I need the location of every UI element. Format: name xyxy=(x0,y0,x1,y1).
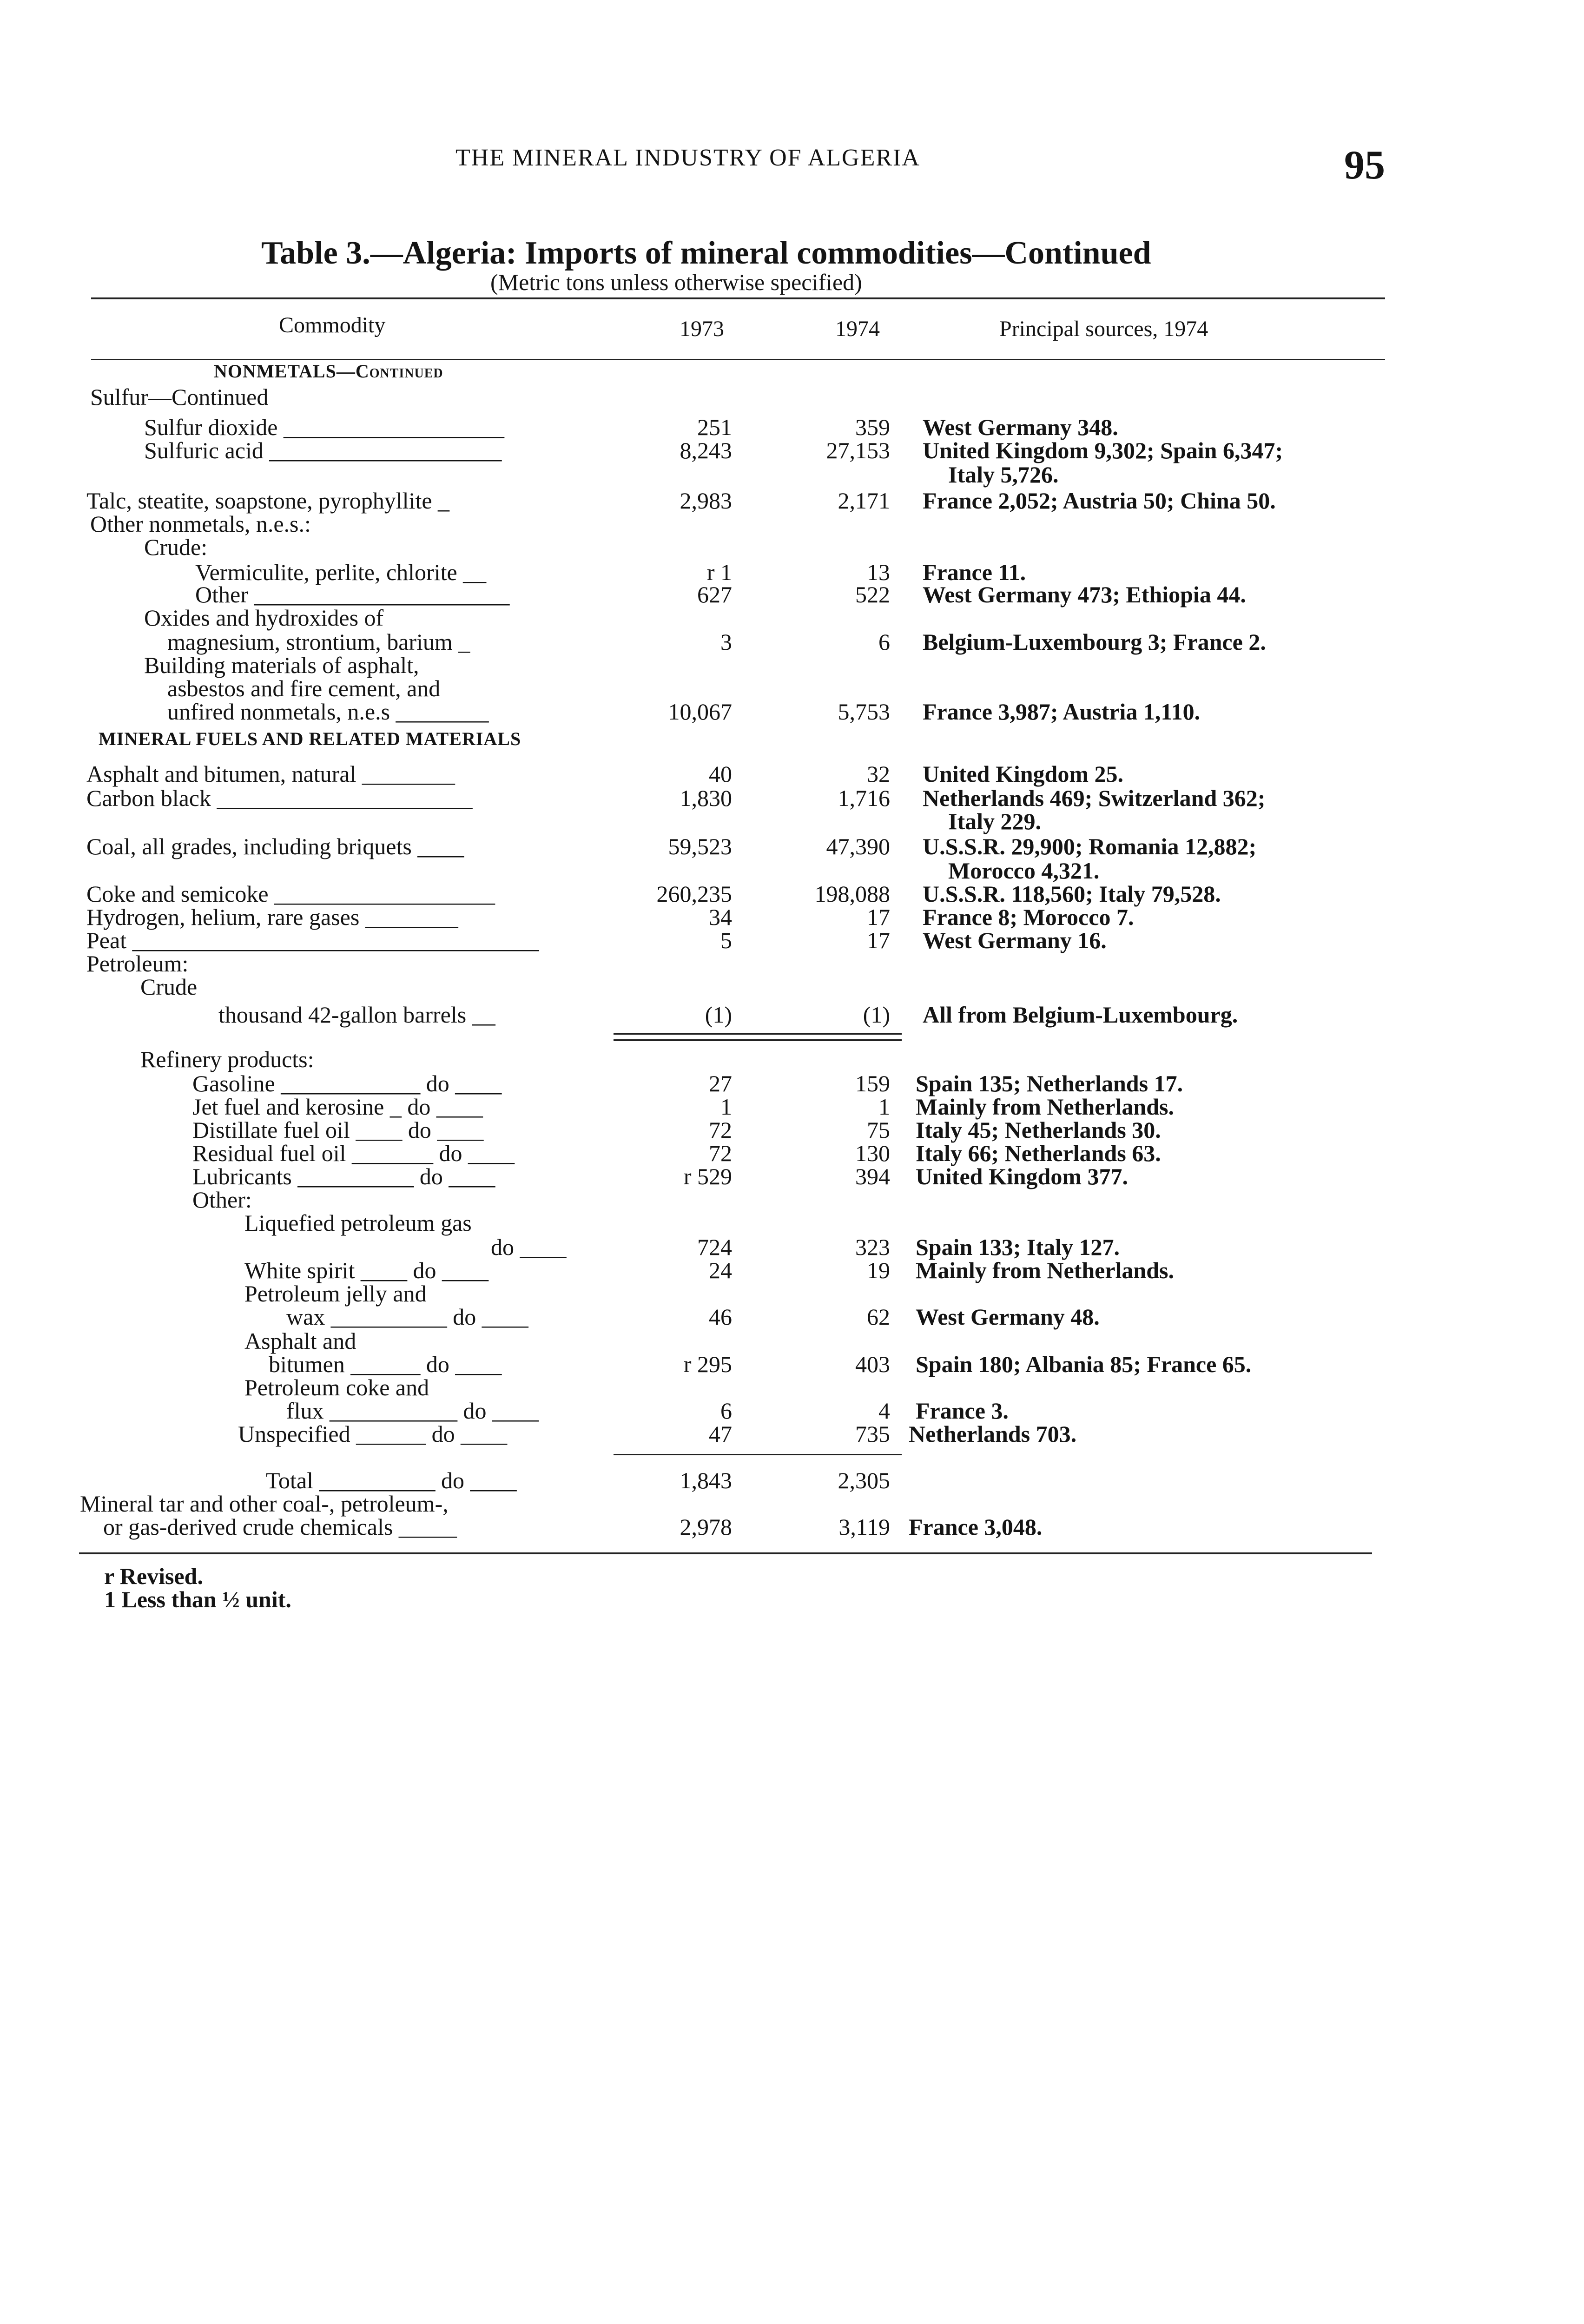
table-row xyxy=(0,785,1584,809)
row-label: Coal, all grades, including briquets ____ xyxy=(86,833,464,859)
value-1974: 1,716 xyxy=(838,785,890,811)
value-1973: 47 xyxy=(709,1421,732,1447)
value-1974: 735 xyxy=(855,1421,890,1447)
value-1973: 40 xyxy=(709,761,732,787)
value-1973: 10,067 xyxy=(668,699,732,725)
table-row xyxy=(0,728,1584,752)
row-label: wax __________ do ____ xyxy=(286,1304,528,1330)
value-1974: 17 xyxy=(867,927,890,953)
row-label: Sulfuric acid ____________________ xyxy=(144,437,502,463)
value-1973: 72 xyxy=(709,1117,732,1143)
row-label: bitumen ______ do ____ xyxy=(269,1351,502,1377)
table-row xyxy=(0,1093,1584,1120)
table-row xyxy=(0,534,1584,558)
table-row xyxy=(0,1234,1584,1258)
principal-sources: Spain 180; Albania 85; France 65. xyxy=(916,1351,1252,1377)
table-row xyxy=(0,857,1584,884)
row-label: Residual fuel oil _______ do ____ xyxy=(192,1140,515,1166)
value-1974: 2,171 xyxy=(838,488,890,514)
principal-sources: United Kingdom 9,302; Spain 6,347; xyxy=(923,437,1283,463)
footnote-less-than-half: 1 Less than ½ unit. xyxy=(104,1586,291,1612)
value-1974: 359 xyxy=(855,414,890,440)
row-label: asbestos and fire cement, and xyxy=(167,675,441,701)
table-row xyxy=(0,1490,1584,1517)
table-row xyxy=(0,1467,1584,1491)
value-1973: 724 xyxy=(697,1234,732,1260)
table-subtitle: (Metric tons unless otherwise specified) xyxy=(490,269,862,295)
value-1974: 130 xyxy=(855,1140,890,1166)
table-row xyxy=(0,1303,1584,1330)
row-label: Crude: xyxy=(144,534,208,560)
table-row xyxy=(0,927,1584,951)
table-row xyxy=(0,383,1584,408)
row-label: Oxides and hydroxides of xyxy=(144,605,384,631)
table-row xyxy=(0,510,1584,535)
row-label: Coke and semicoke ___________________ xyxy=(86,881,495,907)
value-1973: 8,243 xyxy=(680,437,732,463)
table-row xyxy=(0,1001,1584,1028)
row-label: or gas-derived crude chemicals _____ xyxy=(103,1514,457,1540)
value-1974: 1 xyxy=(878,1094,890,1120)
value-1974: 198,088 xyxy=(814,881,890,907)
table-row xyxy=(0,698,1584,725)
row-label: Petroleum jelly and xyxy=(244,1281,427,1307)
column-header-1974: 1974 xyxy=(835,317,880,341)
table-row xyxy=(0,1116,1584,1141)
principal-sources: West Germany 48. xyxy=(916,1304,1100,1330)
table-row xyxy=(0,604,1584,631)
row-label: Hydrogen, helium, rare gases ________ xyxy=(86,904,458,930)
running-title: THE MINERAL INDUSTRY OF ALGERIA xyxy=(455,145,920,171)
value-1973: 6 xyxy=(720,1398,732,1424)
double-rule-lower xyxy=(614,1039,902,1041)
value-1973: 34 xyxy=(709,904,732,930)
row-label: Crude xyxy=(140,974,198,1000)
value-1974: (1) xyxy=(863,1002,890,1028)
table-row xyxy=(0,1186,1584,1213)
table-title: Table 3.—Algeria: Imports of mineral commodities—Continued xyxy=(261,235,1151,271)
value-1974: 522 xyxy=(855,581,890,607)
principal-sources: France 8; Morocco 7. xyxy=(923,904,1134,930)
principal-sources: West Germany 16. xyxy=(923,927,1107,953)
principal-sources: West Germany 348. xyxy=(923,414,1118,440)
column-header-sources: Principal sources, 1974 xyxy=(999,317,1208,341)
table-row xyxy=(0,1163,1584,1187)
table-row xyxy=(0,652,1584,676)
value-1973: 59,523 xyxy=(668,833,732,859)
value-1973: 46 xyxy=(709,1304,732,1330)
value-1973: 1 xyxy=(720,1094,732,1120)
row-label: Talc, steatite, soapstone, pyrophyllite _ xyxy=(86,488,450,514)
principal-sources: France 2,052; Austria 50; China 50. xyxy=(923,488,1276,514)
value-1974: 5,753 xyxy=(838,699,890,725)
value-1974: 4 xyxy=(878,1398,890,1424)
value-1974: 32 xyxy=(867,761,890,787)
principal-sources: Belgium-Luxembourg 3; France 2. xyxy=(923,629,1266,655)
value-1973: 27 xyxy=(709,1070,732,1096)
value-1974: 75 xyxy=(867,1117,890,1143)
row-label: Other ______________________ xyxy=(195,581,510,607)
value-1973: 251 xyxy=(697,414,732,440)
table-row xyxy=(0,1374,1584,1398)
table-row xyxy=(0,675,1584,699)
principal-sources: All from Belgium-Luxembourg. xyxy=(923,1002,1238,1028)
table-row xyxy=(0,1070,1584,1094)
row-label: Other: xyxy=(192,1187,252,1213)
table-row xyxy=(0,808,1584,832)
principal-sources: Mainly from Netherlands. xyxy=(916,1094,1174,1120)
value-1974: 17 xyxy=(867,904,890,930)
row-label: Vermiculite, perlite, chlorite __ xyxy=(195,559,487,585)
value-1973: r 1 xyxy=(706,559,732,585)
value-1974: 394 xyxy=(855,1163,890,1189)
row-label: Petroleum coke and xyxy=(244,1374,429,1400)
row-label: Sulfur dioxide ___________________ xyxy=(144,414,504,440)
footnote-revised: r Revised. xyxy=(104,1563,203,1589)
double-rule-upper xyxy=(614,1033,902,1035)
value-1973: 2,978 xyxy=(680,1514,732,1540)
table-row xyxy=(0,581,1584,605)
table-row xyxy=(0,1046,1584,1070)
row-label: Petroleum: xyxy=(86,951,189,977)
value-1973: 72 xyxy=(709,1140,732,1166)
principal-sources: Morocco 4,321. xyxy=(948,858,1100,884)
table-row xyxy=(0,559,1584,583)
value-1973: 2,983 xyxy=(680,488,732,514)
row-label: Carbon black ______________________ xyxy=(86,785,473,811)
principal-sources: Netherlands 703. xyxy=(909,1421,1077,1447)
value-1973: 3 xyxy=(720,629,732,655)
table-row xyxy=(0,1420,1584,1445)
table-row xyxy=(0,880,1584,905)
value-1973: 24 xyxy=(709,1257,732,1283)
row-label: magnesium, strontium, barium _ xyxy=(167,629,470,655)
principal-sources: Netherlands 469; Switzerland 362; xyxy=(923,785,1266,811)
table-row xyxy=(0,1327,1584,1352)
value-1974: 27,153 xyxy=(826,437,890,463)
row-label: Other nonmetals, n.e.s.: xyxy=(90,511,311,537)
table-top-rule xyxy=(91,297,1385,299)
table-row xyxy=(0,461,1584,488)
table-row xyxy=(0,1257,1584,1281)
table-row xyxy=(0,950,1584,977)
row-label: Refinery products: xyxy=(140,1046,314,1072)
value-1974: 19 xyxy=(867,1257,890,1283)
table-row xyxy=(0,1513,1584,1538)
row-label: Peat ___________________________________ xyxy=(86,927,539,953)
table-row xyxy=(0,487,1584,514)
value-1973: (1) xyxy=(705,1002,732,1028)
row-label: Liquefied petroleum gas xyxy=(244,1210,472,1236)
principal-sources: France 3,048. xyxy=(909,1514,1043,1540)
value-1974: 62 xyxy=(867,1304,890,1330)
principal-sources: France 11. xyxy=(923,559,1026,585)
value-1974: 403 xyxy=(855,1351,890,1377)
principal-sources: France 3. xyxy=(916,1398,1009,1424)
table-row xyxy=(0,833,1584,857)
column-header-1973: 1973 xyxy=(680,317,724,341)
value-1973: r 529 xyxy=(683,1163,732,1189)
table-row xyxy=(0,1140,1584,1164)
table-row xyxy=(0,904,1584,928)
table-row xyxy=(0,360,1584,384)
table-row xyxy=(0,628,1584,653)
value-1974: 3,119 xyxy=(838,1514,890,1540)
table-row xyxy=(0,437,1584,461)
value-1974: 323 xyxy=(855,1234,890,1260)
row-label: Lubricants __________ do ____ xyxy=(192,1163,495,1189)
principal-sources: Italy 66; Netherlands 63. xyxy=(916,1140,1161,1166)
row-label: Total __________ do ____ xyxy=(266,1467,517,1493)
row-label: Sulfur—Continued xyxy=(90,384,269,410)
value-1973: 1,843 xyxy=(680,1467,732,1493)
table-row xyxy=(0,1280,1584,1307)
principal-sources: U.S.S.R. 118,560; Italy 79,528. xyxy=(923,881,1221,907)
principal-sources: Spain 133; Italy 127. xyxy=(916,1234,1120,1260)
row-label: MINERAL FUELS AND RELATED MATERIALS xyxy=(99,728,521,749)
value-1974: 47,390 xyxy=(826,833,890,859)
principal-sources: Italy 45; Netherlands 30. xyxy=(916,1117,1161,1143)
value-1974: 159 xyxy=(855,1070,890,1096)
table-bottom-rule xyxy=(79,1552,1372,1554)
principal-sources: Spain 135; Netherlands 17. xyxy=(916,1070,1183,1096)
table-row xyxy=(0,414,1584,438)
principal-sources: Mainly from Netherlands. xyxy=(916,1257,1174,1283)
principal-sources: West Germany 473; Ethiopia 44. xyxy=(923,581,1246,607)
principal-sources: Italy 5,726. xyxy=(948,462,1059,488)
principal-sources: U.S.S.R. 29,900; Romania 12,882; xyxy=(923,833,1257,859)
table-row xyxy=(0,1351,1584,1375)
table-row xyxy=(0,973,1584,1000)
row-label: NONMETALS—Continued xyxy=(214,361,443,382)
value-1974: 13 xyxy=(867,559,890,585)
row-label: Building materials of asphalt, xyxy=(144,652,419,678)
row-label: unfired nonmetals, n.e.s ________ xyxy=(167,699,489,725)
principal-sources: France 3,987; Austria 1,110. xyxy=(923,699,1201,725)
page-number: 95 xyxy=(1344,143,1385,188)
principal-sources: United Kingdom 377. xyxy=(916,1163,1129,1189)
row-label: flux ___________ do ____ xyxy=(286,1398,539,1424)
table-row xyxy=(0,1209,1584,1234)
table-row xyxy=(0,1397,1584,1424)
value-1973: 1,830 xyxy=(680,785,732,811)
row-label: Distillate fuel oil ____ do ____ xyxy=(192,1117,484,1143)
row-label: White spirit ____ do ____ xyxy=(244,1257,488,1283)
value-1974: 6 xyxy=(878,629,890,655)
principal-sources: United Kingdom 25. xyxy=(923,761,1124,787)
row-label: Unspecified ______ do ____ xyxy=(238,1421,508,1447)
value-1973: 260,235 xyxy=(656,881,732,907)
row-label: Gasoline ____________ do ____ xyxy=(192,1070,502,1096)
row-label: Asphalt and bitumen, natural ________ xyxy=(86,761,455,787)
row-label: Mineral tar and other coal-, petroleum-, xyxy=(80,1491,449,1517)
row-label: do ____ xyxy=(491,1234,567,1260)
principal-sources: Italy 229. xyxy=(948,808,1041,834)
value-1974: 2,305 xyxy=(838,1467,890,1493)
table-row xyxy=(0,760,1584,785)
row-label: Jet fuel and kerosine _ do ____ xyxy=(192,1094,483,1120)
value-1973: 5 xyxy=(720,927,732,953)
row-label: Asphalt and xyxy=(244,1328,356,1354)
column-header-commodity: Commodity xyxy=(279,313,386,337)
value-1973: 627 xyxy=(697,581,732,607)
value-1973: r 295 xyxy=(683,1351,732,1377)
row-label: thousand 42-gallon barrels __ xyxy=(218,1002,495,1028)
total-rule xyxy=(614,1454,902,1455)
